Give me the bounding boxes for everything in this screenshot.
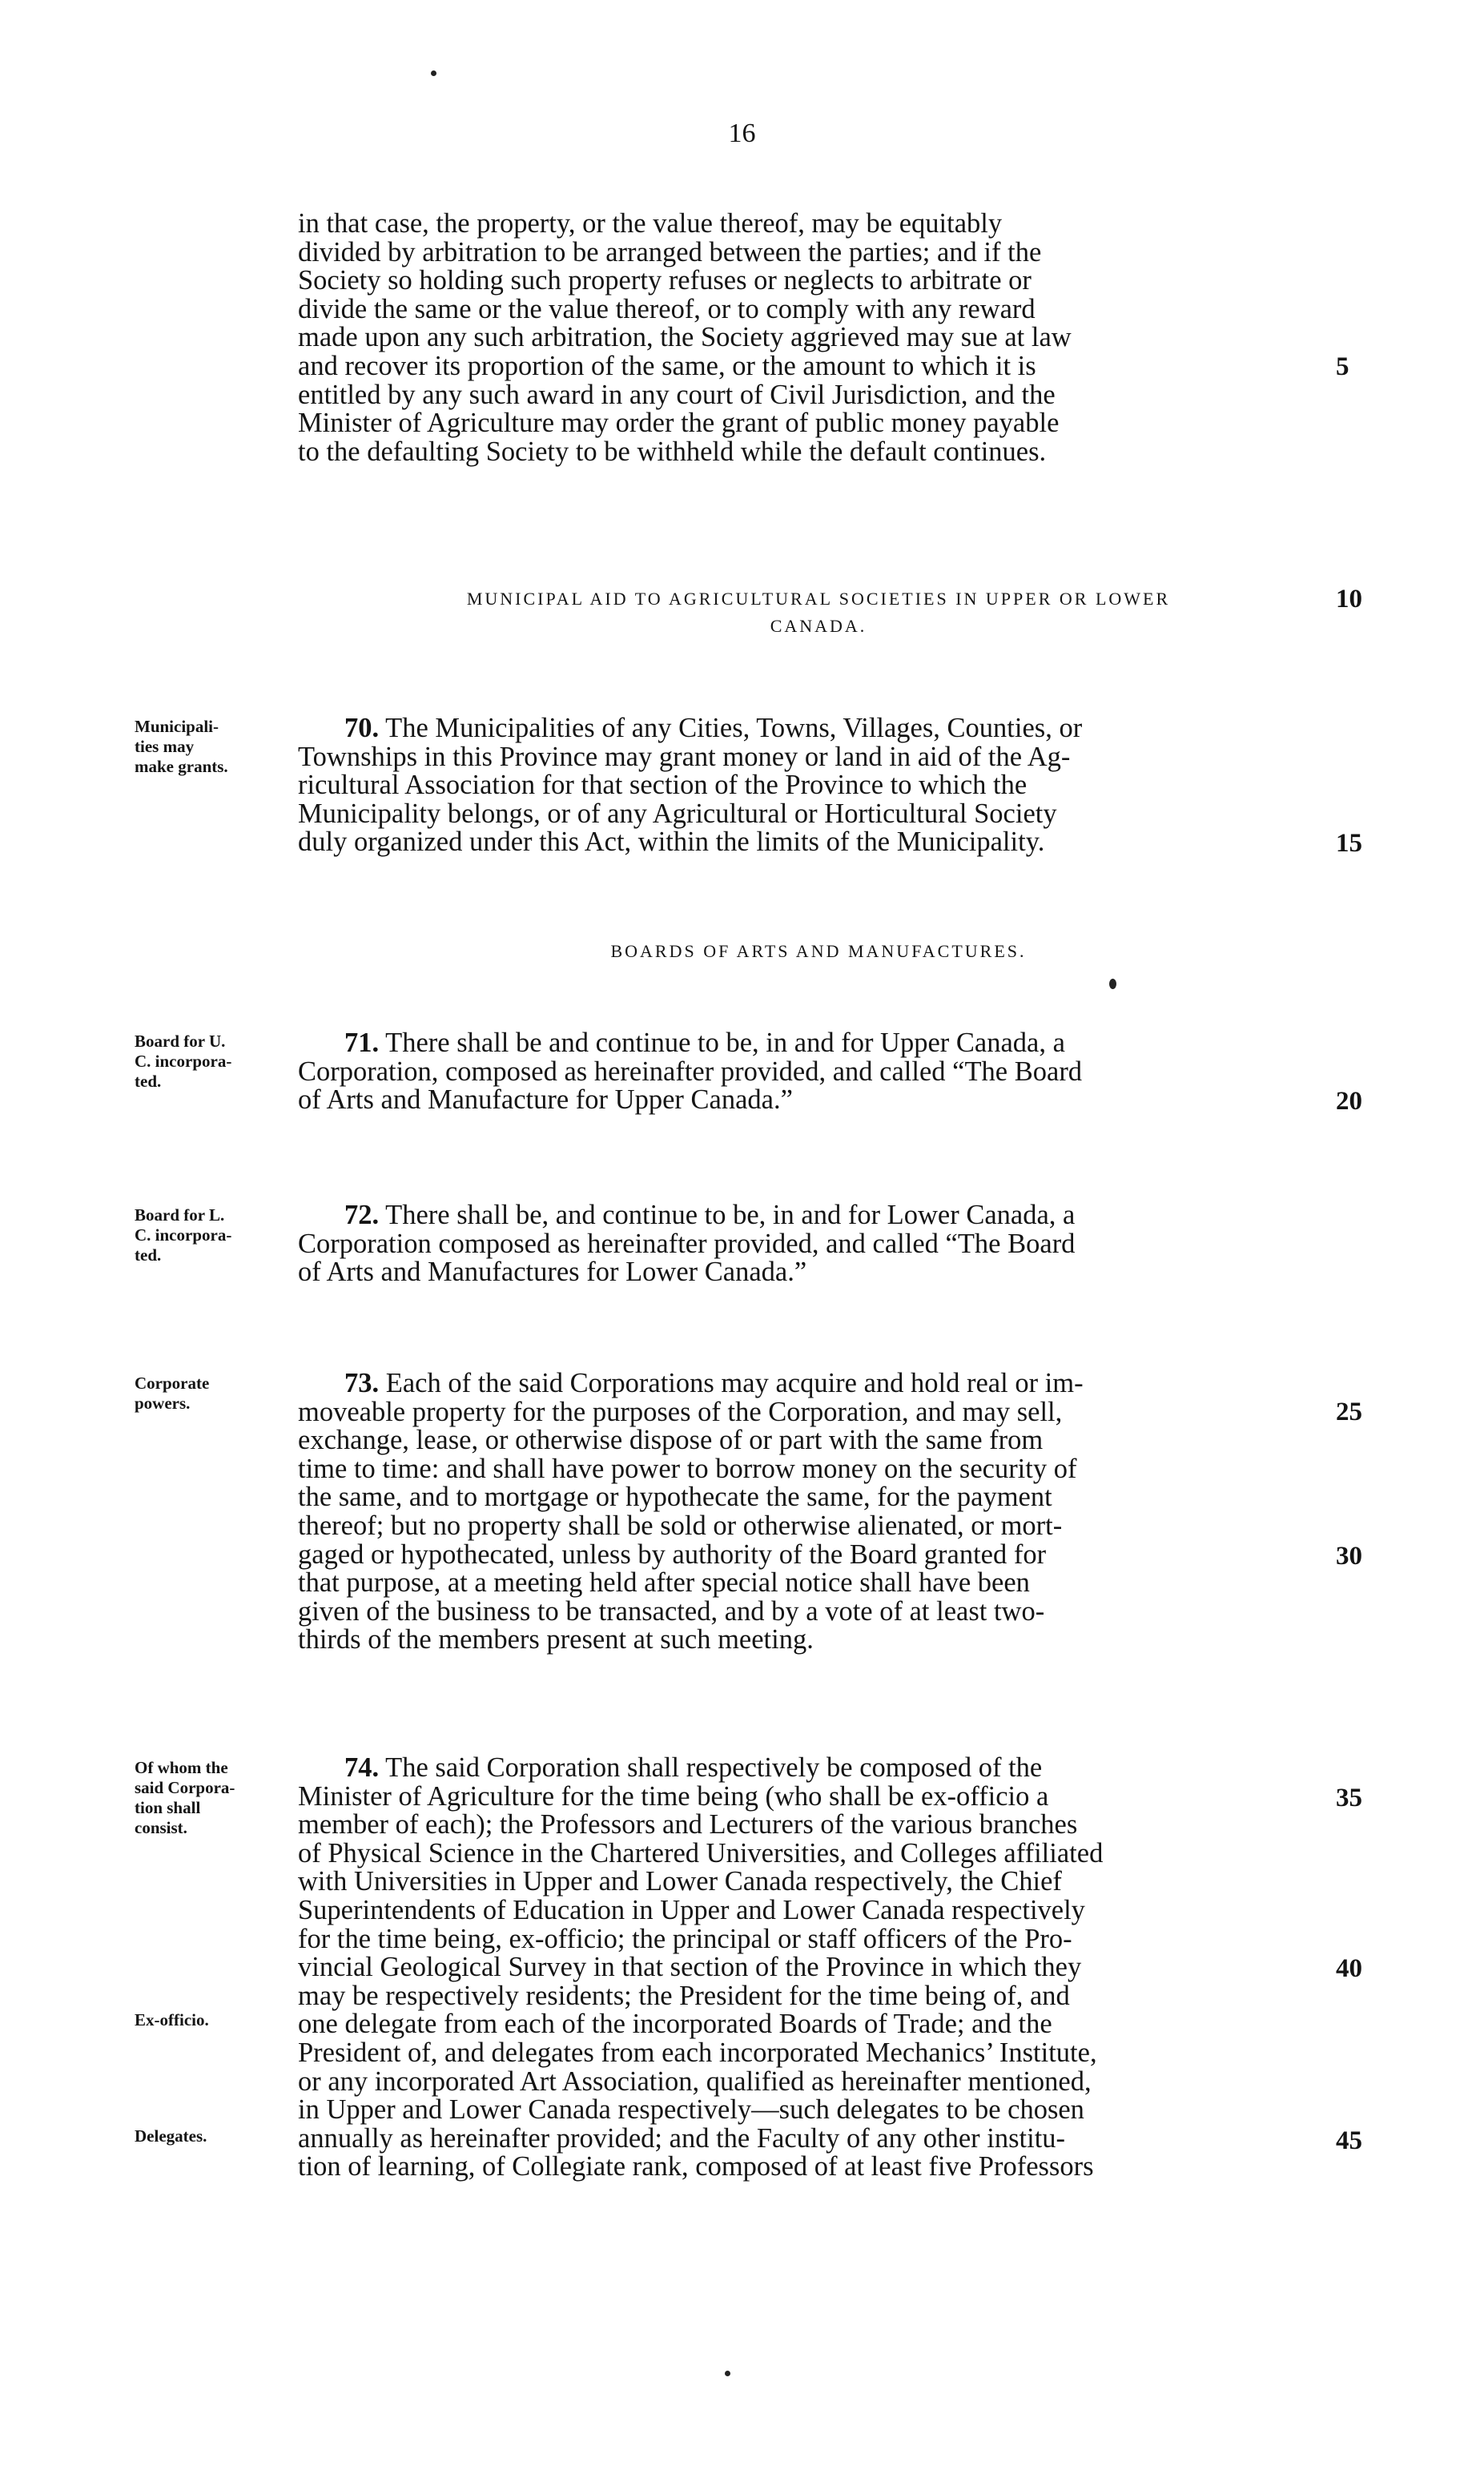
section-73 [298,1370,1329,1655]
text-line: of Arts and Manufactures for Lower Canada.” [298,1257,807,1288]
text-line: exchange, lease, or otherwise dispose of or part with the same from [298,1425,1044,1456]
text-line: in that case, the property, or the value thereof, may be equitably [298,208,1003,239]
section-number: 73. [344,1368,380,1398]
text-line: Minister of Agriculture for the time being (who shall be ex-officio a [298,1780,1049,1812]
text-line: and recover its proportion of the same, or the amount to which it is [298,350,1036,381]
text-line: Corporation, composed as hereinafter provided, and called “The Board [298,1056,1083,1087]
text-line: The Municipalities of any Cities, Towns, Villages, Counties, or [385,713,1083,743]
text-line: time to time: and shall have power to borrow money on the security of [298,1453,1077,1484]
margin-note-composition: Of whom the said Corpora- tion shall consist. [135,1758,235,1837]
text-line: given of the business to be transacted, and by a vote of at least two- [298,1595,1045,1627]
margin-note-ex-officio: Ex-officio. [135,2010,209,2029]
page-number: 16 [728,119,756,148]
line-number: 35 [1336,1784,1362,1812]
text-line: member of each); the Professors and Lecturers of the various branches [298,1809,1078,1840]
text-line: vincial Geological Survey in that section of the Province in which they [298,1952,1082,1983]
line-number: 10 [1336,585,1362,613]
text-line: in Upper and Lower Canada respectively—such delegates to be chosen [298,2094,1084,2126]
line-number: 45 [1336,2126,1362,2155]
text-line: of Physical Science in the Chartered Universities, and Colleges affiliated [298,1837,1104,1869]
text-line: for the time being, ex-officio; the principal or staff officers of the Pro- [298,1923,1072,1954]
text-line: divide the same or the value thereof, or to comply with any reward [298,293,1036,324]
line-number: 15 [1336,829,1362,858]
margin-note-delegates: Delegates. [135,2126,207,2146]
text-line: Corporation composed as hereinafter provided, and called “The Board [298,1228,1076,1259]
text-line: divided by arbitration to be arranged between the parties; and if the [298,236,1042,268]
section-number: 70. [344,713,380,743]
section-number: 71. [344,1028,380,1058]
text-line: one delegate from each of the incorporated Boards of Trade; and the [298,2009,1052,2040]
ink-speck [431,70,436,76]
text-line: Society so holding such property refuses or neglects to arbitrate or [298,265,1032,296]
line-number: 25 [1336,1398,1362,1426]
text-line: Municipality belongs, or of any Agricultural or Horticultural Society [298,798,1057,829]
text-line: of Arts and Manufacture for Upper Canada.” [298,1084,793,1116]
text-line: tion of learning, of Collegiate rank, composed of at least five Professors [298,2151,1094,2182]
text-line: President of, and delegates from each incorporated Mechanics’ Institute, [298,2037,1097,2068]
text-line: gaged or hypothecated, unless by authority of the Board granted for [298,1539,1047,1570]
text-line: There shall be and continue to be, in and for Upper Canada, a [385,1028,1065,1058]
text-line: to the defaulting Society to be withheld while the default continues. [298,436,1047,467]
heading-line: MUNICIPAL AID TO AGRICULTURAL SOCIETIES IN UPPER OR LOWER [466,589,1171,609]
text-line: thereof; but no property shall be sold or otherwise alienated, or mort- [298,1510,1063,1541]
section-72 [298,1201,1329,1287]
margin-note-corporate-powers: Corporate powers. [135,1374,210,1413]
text-line: the same, and to mortgage or hypothecate the same, for the payment [298,1482,1052,1513]
text-line: moveable property for the purposes of the Corporation, and may sell, [298,1396,1063,1427]
section-number: 74. [344,1752,380,1783]
line-number: 20 [1336,1087,1362,1116]
text-line: entitled by any such award in any court of Civil Jurisdiction, and the [298,379,1056,410]
text-line: with Universities in Upper and Lower Canada respectively, the Chief [298,1866,1062,1897]
text-line: Superintendents of Education in Upper and Lower Canada respectively [298,1894,1085,1925]
line-number: 30 [1336,1542,1362,1571]
section-74 [298,1754,1329,2182]
text-line: Townships in this Province may grant money or land in aid of the Ag- [298,741,1071,772]
text-line: There shall be, and continue to be, in and for Lower Canada, a [385,1200,1076,1230]
line-number: 40 [1336,1954,1362,1983]
text-line: Each of the said Corporations may acquire and hold real or im- [385,1368,1084,1398]
margin-note-board-upper-canada: Board for U. C. incorpora- ted. [135,1032,232,1091]
section-heading-municipal [298,589,1339,637]
text-line: or any incorporated Art Association, qualified as hereinafter mentioned, [298,2066,1092,2097]
section-71 [298,1029,1329,1115]
continuation-paragraph [298,210,1329,466]
section-heading-boards: BOARDS OF ARTS AND MANUFACTURES. [610,941,1027,961]
line-number: 5 [1336,352,1349,381]
text-line: may be respectively residents; the President for the time being of, and [298,1980,1070,2011]
text-line: made upon any such arbitration, the Society aggrieved may sue at law [298,322,1072,353]
heading-line: CANADA. [770,616,867,636]
ink-speck [1109,979,1116,989]
section-number: 72. [344,1200,380,1230]
margin-note-municipalities: Municipali- ties may make grants. [135,717,228,776]
text-line: duly organized under this Act, within the limits of the Municipality. [298,827,1045,858]
text-line: The said Corporation shall respectively be composed of the [385,1752,1043,1783]
text-line: Minister of Agriculture may order the grant of public money payable [298,408,1060,439]
text-line: ricultural Association for that section of the Province to which the [298,770,1028,801]
section-70 [298,714,1329,857]
ink-speck [725,2371,730,2376]
text-line: annually as hereinafter provided; and the Faculty of any other institu- [298,2122,1066,2154]
text-line: thirds of the members present at such meeting. [298,1624,814,1655]
margin-note-board-lower-canada: Board for L. C. incorpora- ted. [135,1205,232,1265]
text-line: that purpose, at a meeting held after special notice shall have been [298,1567,1030,1599]
